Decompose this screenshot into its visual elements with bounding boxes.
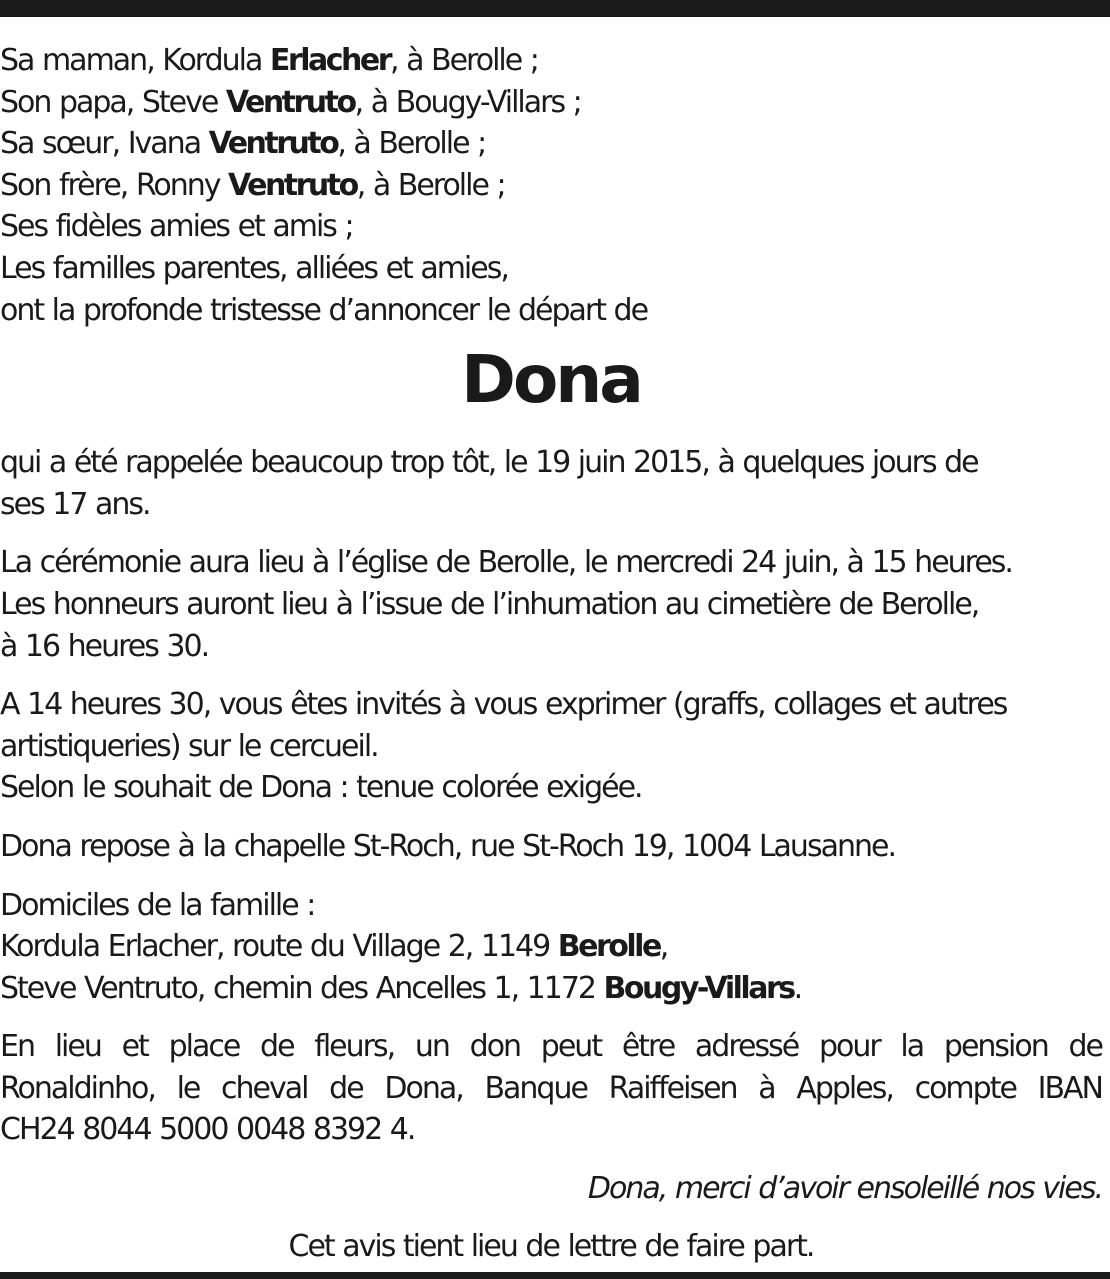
family-line-sister: Sa sœur, Ivana Ventruto, à Berolle ; [0, 126, 486, 162]
announce-line: ont la profonde tristesse d’annoncer le départ de [0, 292, 648, 328]
top-rule [0, 0, 1110, 17]
surname: Erlacher [269, 43, 391, 78]
bottom-rule [0, 1272, 1110, 1279]
place-name: Bougy-Villars [603, 970, 794, 1006]
text-line: artistiqueries) sur le cercueil. [0, 728, 378, 764]
surname: Ventruto [225, 84, 355, 120]
domicile-address-1: Kordula Erlacher, route du Village 2, 1149 Berolle, [0, 929, 668, 965]
deceased-name: Dona [461, 341, 641, 419]
text-line: qui a été rappelée beaucoup trop tôt, le 19 juin 2015, à quelques jours de [0, 445, 978, 481]
families-line: Les familles parentes, alliées et amies, [0, 250, 508, 286]
family-line-father: Son papa, Steve Ventruto, à Bougy-Villars ; [0, 84, 581, 120]
domicile-heading: Domiciles de la famille : [0, 887, 315, 923]
text-line: Ronaldinho, le cheval de Dona, Banque Raiffeisen à Apples, compte IBAN [0, 1070, 1102, 1106]
surname: Ventruto [228, 167, 357, 203]
family-line-mother: Sa maman, Kordula Erlacher, à Berolle ; [0, 43, 538, 78]
invitation-paragraph [0, 684, 1102, 809]
domicile-address-2: Steve Ventruto, chemin des Ancelles 1, 1172 Bougy-Villars. [0, 970, 802, 1006]
signature-line: Dona, merci d’avoir ensoleillé nos vies. [587, 1171, 1102, 1207]
surname: Ventruto [208, 126, 338, 162]
obituary-notice [0, 40, 1102, 1267]
place-name: Berolle [557, 929, 660, 965]
rest-paragraph [0, 826, 1102, 868]
text-line: La cérémonie aura lieu à l’église de Berolle, le mercredi 24 juin, à 15 heures. [0, 545, 1012, 581]
family-line-brother: Son frère, Ronny Ventruto, à Berolle ; [0, 167, 505, 203]
friends-line: Ses fidèles amies et amis ; [0, 209, 353, 245]
closing-line: Cet avis tient lieu de lettre de faire part. [288, 1228, 814, 1264]
text-line: à 16 heures 30. [0, 628, 209, 664]
text-line: Les honneurs auront lieu à l’issue de l’inhumation au cimetière de Berolle, [0, 586, 979, 622]
death-paragraph [0, 442, 1102, 525]
domicile-paragraph [0, 885, 1102, 1010]
text-line: ses 17 ans. [0, 486, 150, 522]
text-line: A 14 heures 30, vous êtes invités à vous exprimer (graffs, collages et autres [0, 687, 1007, 723]
donation-paragraph [0, 1026, 1102, 1151]
text-line: Dona repose à la chapelle St-Roch, rue St-Roch 19, 1004 Lausanne. [0, 828, 895, 864]
family-list [0, 40, 1102, 331]
text-line: En lieu et place de fleurs, un don peut être adressé pour la pension de [0, 1029, 1102, 1065]
text-line: Selon le souhait de Dona : tenue colorée exigée. [0, 770, 642, 806]
ceremony-paragraph [0, 542, 1102, 667]
text-line: CH24 8044 5000 0048 8392 4. [0, 1112, 415, 1148]
